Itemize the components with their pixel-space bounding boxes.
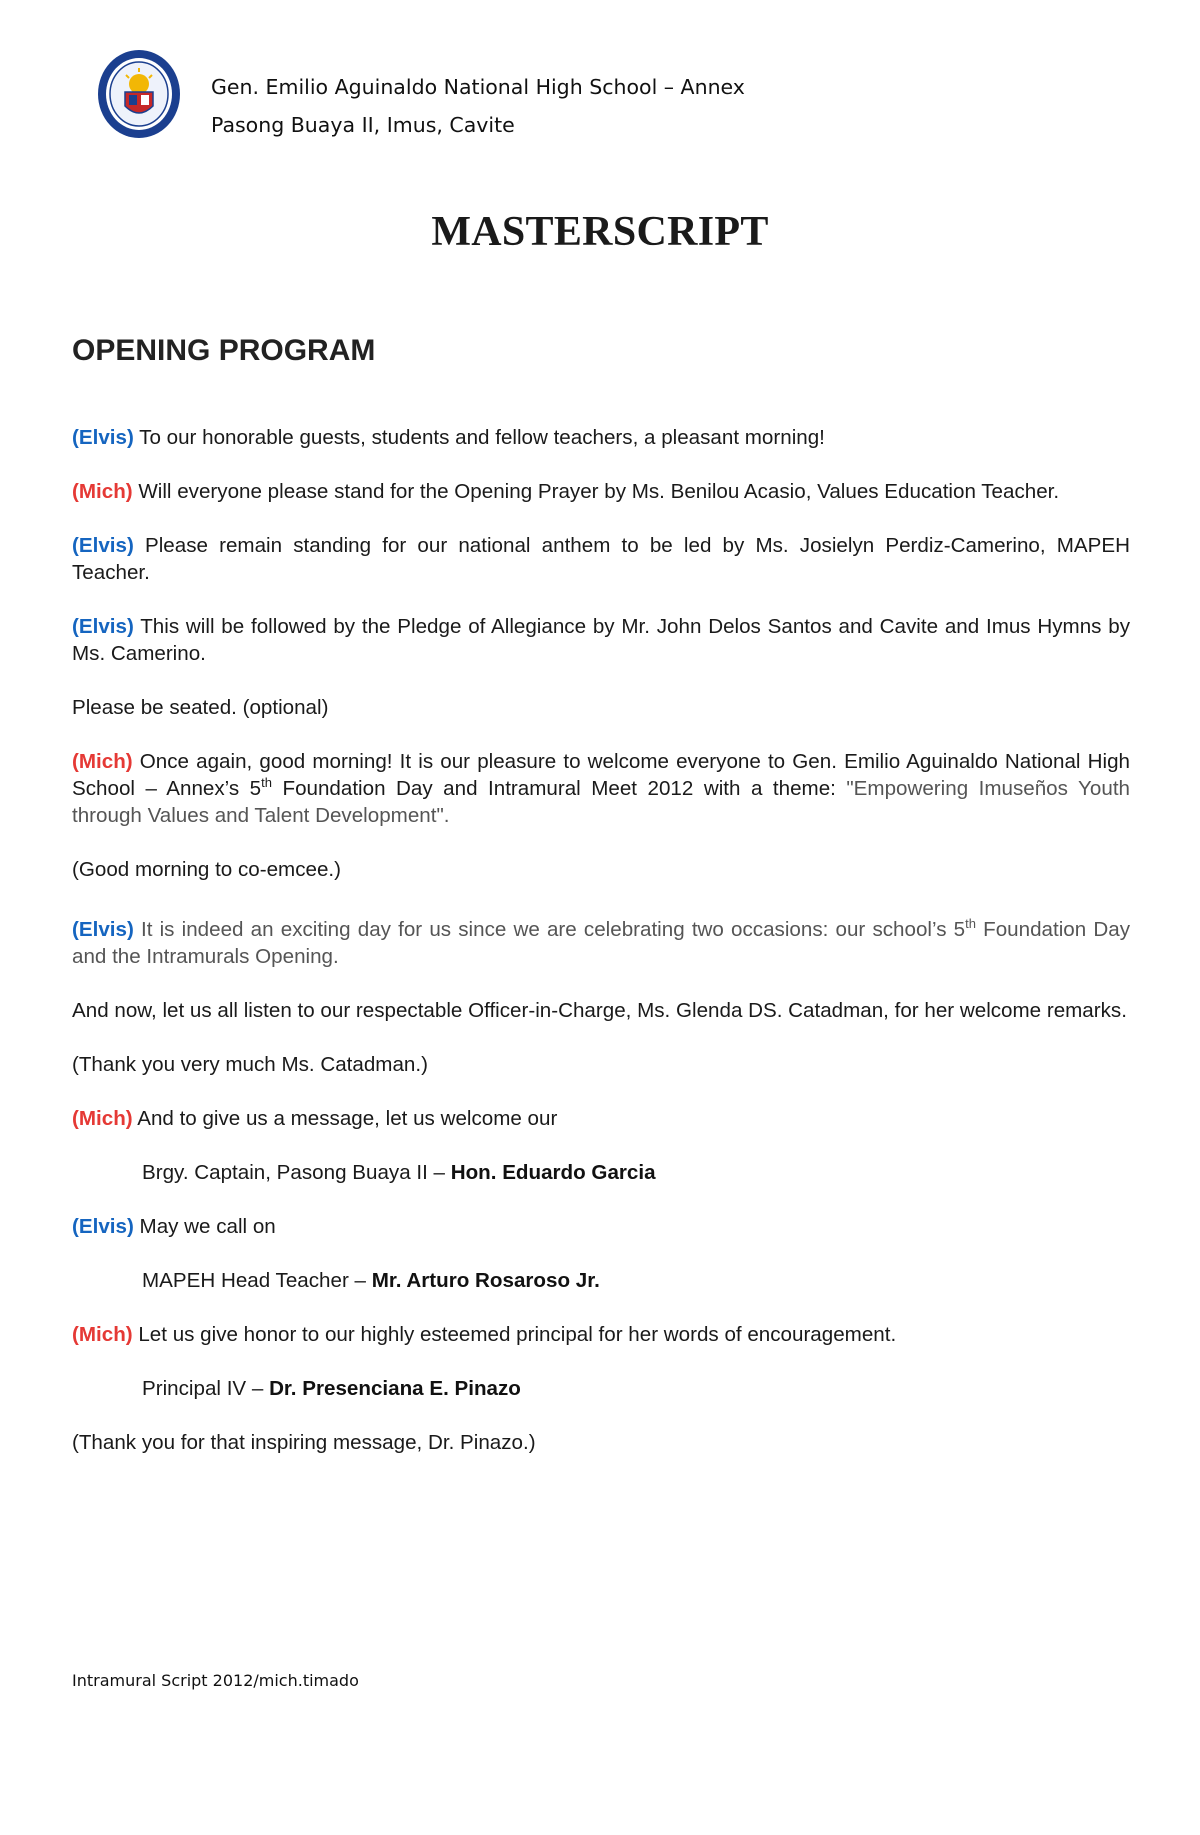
speaker-elvis: (Elvis) (72, 918, 134, 941)
page-footer: Intramural Script 2012/mich.timado (72, 1671, 359, 1690)
speaker-elvis: (Elvis) (72, 1215, 134, 1238)
script-line (72, 748, 1130, 829)
speaker-elvis: (Elvis) (72, 615, 134, 638)
speaker-mich: (Mich) (72, 480, 133, 503)
script-line (72, 1105, 1130, 1132)
ordinal-suffix: th (965, 916, 976, 932)
line-text: This will be followed by the Pledge of Allegiance by Mr. John Delos Santos and Cavite and Imus Hymns by Ms. Camerino. (72, 615, 1130, 665)
guest-role: MAPEH Head Teacher – (142, 1269, 372, 1292)
speaker-mich: (Mich) (72, 750, 133, 773)
line-text: Let us give honor to our highly esteemed principal for her words of encouragement. (132, 1323, 897, 1346)
speaker-elvis: (Elvis) (72, 534, 134, 557)
script-line (72, 613, 1130, 667)
script-line (72, 1213, 1130, 1240)
script-line: (Good morning to co-emcee.) (72, 858, 341, 881)
speaker-elvis: (Elvis) (72, 426, 134, 449)
line-text: Once again, good morning! It is our pleasure to welcome everyone to Gen. Emilio Aguinaldo National High School – Annex’s 5 (72, 750, 1130, 800)
theme-text: "Empowering Imuseños Youth through Values and Talent Development". (72, 777, 1130, 827)
line-text: May we call on (133, 1215, 276, 1238)
guest-name: Mr. Arturo Rosaroso Jr. (371, 1269, 600, 1292)
document-header (96, 44, 1096, 154)
script-line: Please be seated. (optional) (72, 696, 329, 719)
script-line: And now, let us all listen to our respectable Officer-in-Charge, Ms. Glenda DS. Catadman, for her welcome remarks. (72, 999, 1127, 1022)
script-line: (Thank you for that inspiring message, Dr. Pinazo.) (72, 1431, 536, 1454)
script-line (72, 478, 1130, 505)
speaker-introduction (72, 1267, 1130, 1294)
script-body (72, 424, 1130, 1483)
script-line: (Thank you very much Ms. Catadman.) (72, 1053, 428, 1076)
line-text: And to give us a message, let us welcome our (132, 1107, 558, 1130)
line-text: Please remain standing for our national anthem to be led by Ms. Josielyn Perdiz-Camerino, MAPEH Teacher. (72, 534, 1130, 584)
script-line (72, 424, 1130, 451)
script-line (72, 916, 1130, 970)
speaker-introduction (72, 1159, 1130, 1186)
guest-role: Principal IV – (142, 1377, 270, 1400)
section-heading: OPENING PROGRAM (72, 334, 376, 367)
school-name: Gen. Emilio Aguinaldo National High School – Annex (211, 75, 745, 99)
line-text: Foundation Day and the Intramurals Opening. (72, 918, 1130, 968)
guest-role: Brgy. Captain, Pasong Buaya II – (142, 1161, 451, 1184)
guest-name: Hon. Eduardo Garcia (450, 1161, 656, 1184)
school-address: Pasong Buaya II, Imus, Cavite (211, 113, 515, 137)
line-text: To our honorable guests, students and fellow teachers, a pleasant morning! (133, 426, 825, 449)
line-text: It is indeed an exciting day for us since we are celebrating two occasions: our school’s 5 (133, 918, 966, 941)
script-line (72, 1321, 1130, 1348)
script-line (72, 532, 1130, 586)
school-seal-icon (96, 48, 182, 140)
line-text: Will everyone please stand for the Opening Prayer by Ms. Benilou Acasio, Values Education Teacher. (132, 480, 1060, 503)
page-title: MASTERSCRIPT (431, 209, 769, 255)
guest-name: Dr. Presenciana E. Pinazo (269, 1377, 521, 1400)
speaker-mich: (Mich) (72, 1107, 133, 1130)
ordinal-suffix: th (261, 775, 272, 791)
speaker-introduction (72, 1375, 1130, 1402)
speaker-mich: (Mich) (72, 1323, 133, 1346)
line-text: Foundation Day and Intramural Meet 2012 with a theme: (271, 777, 847, 800)
